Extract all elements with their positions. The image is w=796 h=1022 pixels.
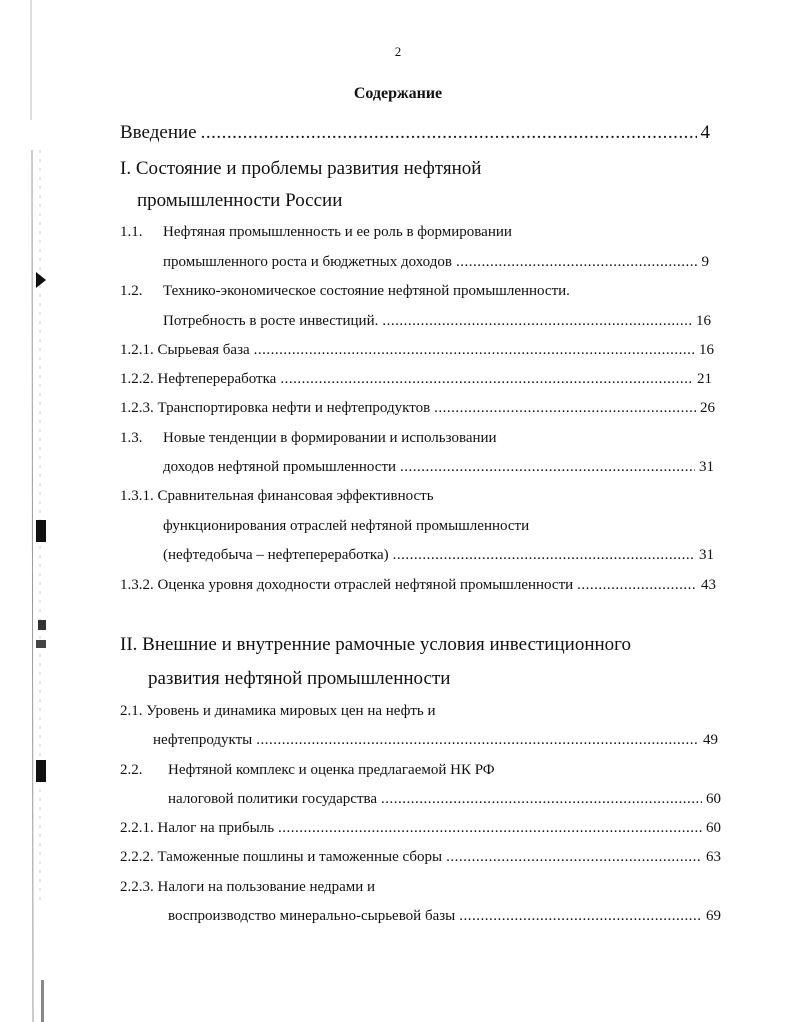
toc-section-2-2-line1[interactable]: 2.2. Нефтяной комплекс и оценка предлагаемой НК РФ: [120, 762, 495, 778]
toc-intro-page: 4: [700, 122, 710, 143]
dot-leader: [456, 254, 698, 271]
toc-chapter-1-line1[interactable]: I. Состояние и проблемы развития нефтяной: [120, 158, 482, 179]
toc-section-1-1-line1[interactable]: 1.1. Нефтяная промышленность и ее роль в формировании: [120, 224, 512, 240]
dot-leader: [434, 400, 696, 417]
toc-section-2-2-3-line2[interactable]: воспроизводство минерально-сырьевой базы ..... 69: [168, 908, 721, 925]
toc-section-1-3-line1[interactable]: 1.3. Новые тенденции в формировании и использовании: [120, 430, 497, 446]
dot-leader: [381, 791, 702, 808]
toc-section-2-2-line2[interactable]: налоговой политики государства ..... 60: [168, 791, 721, 808]
toc-section-1-3-1-line2[interactable]: функционирования отраслей нефтяной промышленности: [163, 518, 530, 534]
dot-leader: [201, 122, 697, 144]
dot-leader: [254, 342, 695, 359]
dot-leader: [446, 849, 702, 866]
dot-leader: [459, 908, 702, 925]
toc-section-1-2-1[interactable]: 1.2.1. Сырьевая база ..... 16: [120, 342, 714, 359]
toc-section-1-2-3[interactable]: 1.2.3. Транспортировка нефти и нефтепродуктов ..... 26: [120, 400, 715, 417]
toc-chapter-2-line1[interactable]: II. Внешние и внутренние рамочные условия инвестиционного: [120, 634, 631, 655]
toc-section-1-1-line2[interactable]: промышленного роста и бюджетных доходов ..... 9: [163, 254, 709, 271]
toc-intro-label: Введение: [120, 122, 197, 143]
page-title: Содержание: [353, 85, 443, 102]
dot-leader: [382, 313, 692, 330]
toc-section-1-3-line2[interactable]: доходов нефтяной промышленности ..... 31: [163, 459, 714, 476]
toc-intro[interactable]: [120, 122, 710, 144]
toc-section-1-2-2[interactable]: 1.2.2. Нефтепереработка ..... 21: [120, 371, 712, 388]
dot-leader: [280, 371, 693, 388]
toc-section-2-2-1[interactable]: 2.2.1. Налог на прибыль ..... 60: [120, 820, 721, 837]
toc-section-2-1-line1[interactable]: 2.1. Уровень и динамика мировых цен на нефть и: [120, 703, 436, 719]
toc-section-1-3-1-line1[interactable]: 1.3.1. Сравнительная финансовая эффективность: [120, 488, 434, 504]
page-number: 2: [394, 44, 402, 59]
toc-chapter-2-line2[interactable]: развития нефтяной промышленности: [148, 668, 451, 689]
toc-section-2-2-3-line1[interactable]: 2.2.3. Налоги на пользование недрами и: [120, 879, 376, 895]
dot-leader: [256, 732, 699, 749]
dot-leader: [577, 577, 697, 594]
toc-section-1-3-1-line3[interactable]: (нефтедобыча – нефтепереработка) ..... 31: [163, 547, 714, 564]
scan-edge-artifact: [0, 0, 60, 1022]
toc-section-1-2-line2[interactable]: Потребность в росте инвестиций. ..... 16: [163, 313, 711, 330]
toc-chapter-1-line2[interactable]: промышленности России: [137, 190, 343, 211]
dot-leader: [393, 547, 695, 564]
toc-section-1-3-2[interactable]: 1.3.2. Оценка уровня доходности отраслей нефтяной промышленности ..... 43: [120, 577, 716, 594]
toc-section-1-2-line1[interactable]: 1.2. Технико-экономическое состояние нефтяной промышленности.: [120, 283, 570, 299]
toc-section-2-2-2[interactable]: 2.2.2. Таможенные пошлины и таможенные сборы ..... 63: [120, 849, 721, 866]
dot-leader: [278, 820, 702, 837]
toc-section-2-1-line2[interactable]: нефтепродукты ..... 49: [153, 732, 718, 749]
dot-leader: [400, 459, 695, 476]
